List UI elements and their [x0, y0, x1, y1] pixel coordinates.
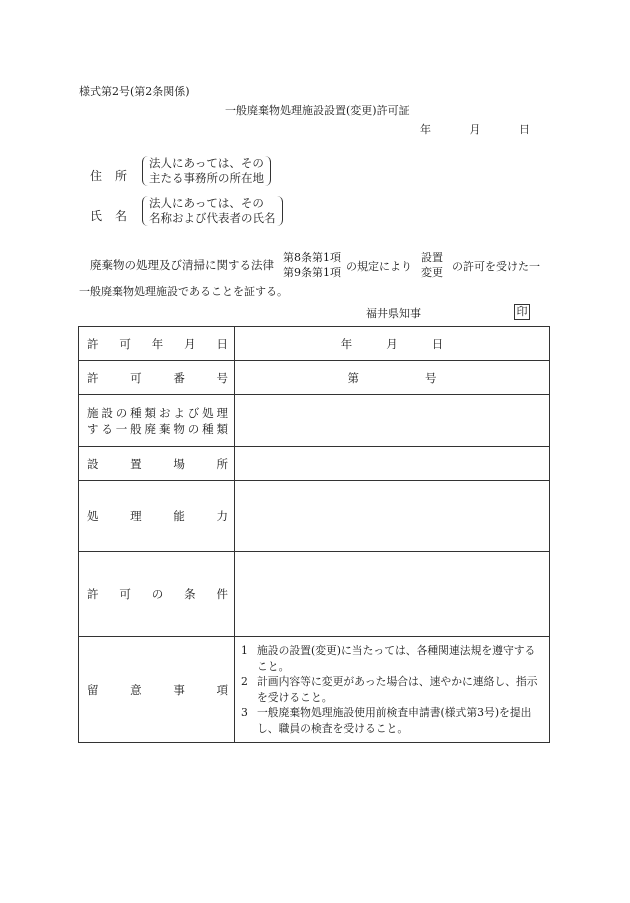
- label-char: 許: [87, 587, 99, 601]
- address-note: [142, 156, 271, 186]
- row-label: [79, 637, 235, 743]
- provision-text: の規定により: [346, 260, 412, 273]
- table-row: [79, 481, 550, 552]
- name-label-char: 氏: [90, 209, 103, 223]
- note-item: [241, 674, 543, 705]
- label-char: 意: [130, 682, 142, 697]
- note-text: 計画内容等に変更があった場合は、速やかに連絡し、指示を受けること。: [257, 675, 538, 704]
- row-label: [79, 552, 235, 637]
- notes-cell: [235, 637, 550, 743]
- row-label: [79, 327, 235, 361]
- label-char: 設: [87, 456, 99, 471]
- name-note: [142, 196, 283, 226]
- note-item: [241, 643, 543, 674]
- permit-kind-choices: [421, 250, 443, 280]
- address-label: [90, 167, 127, 184]
- value-char: 号: [425, 370, 437, 385]
- note-number: 2: [241, 675, 248, 688]
- seal-mark: 印: [514, 304, 530, 320]
- table-row: [79, 552, 550, 637]
- date-month: 月: [469, 123, 481, 136]
- kind-change: 変更: [421, 266, 443, 279]
- table-row: [79, 447, 550, 481]
- article-9: 第9条第1項: [283, 266, 341, 279]
- label-char: 事: [173, 682, 185, 697]
- facility-type-value[interactable]: [235, 395, 550, 447]
- label-char: 番: [173, 370, 185, 385]
- name-note-line: 法人にあっては、その: [149, 196, 264, 210]
- label-char: 処: [87, 509, 99, 523]
- label-line: 施設の種類および処理: [87, 405, 228, 420]
- label-char: 月: [184, 336, 196, 351]
- conditions-value[interactable]: [235, 552, 550, 637]
- issuer: 福井県知事: [366, 307, 421, 320]
- date-day: 日: [519, 123, 530, 136]
- note-text: 施設の設置(変更)に当たっては、各種関連法規を遵守すること。: [257, 644, 536, 673]
- permit-text-tail: の許可を受けた一: [452, 260, 540, 273]
- label-char: 能: [173, 509, 185, 523]
- value-char: 日: [431, 336, 444, 351]
- table-row: [79, 395, 550, 447]
- address-note-line: 主たる事務所の所在地: [149, 171, 264, 185]
- name-label: [90, 207, 127, 224]
- table-row: [79, 327, 550, 361]
- article-8: 第8条第1項: [283, 251, 341, 264]
- document-title: 一般廃棄物処理施設設置(変更)許可証: [225, 104, 410, 117]
- note-text: 一般廃棄物処理施設使用前検査申請書(様式第3号)を提出し、職員の検査を受けること。: [257, 706, 532, 735]
- location-value[interactable]: [235, 447, 550, 481]
- label-char: 可: [119, 587, 131, 601]
- kind-setup: 設置: [421, 251, 443, 264]
- law-text: 廃棄物の処理及び清掃に関する法律: [90, 258, 274, 272]
- value-char: 月: [386, 336, 398, 351]
- table-row: [79, 361, 550, 395]
- form-number: 様式第2号(第2条関係): [79, 85, 190, 98]
- note-number: 1: [241, 644, 248, 657]
- label-char: 年: [151, 336, 164, 351]
- certification-text: 一般廃棄物処理施設であることを証する。: [79, 285, 288, 298]
- table-row: [79, 637, 550, 743]
- permit-number-value[interactable]: [235, 361, 550, 395]
- label-char: 件: [216, 587, 228, 601]
- value-char: 第: [347, 370, 359, 385]
- label-char: 理: [130, 509, 142, 523]
- label-char: 留: [87, 682, 99, 697]
- label-char: 日: [216, 336, 228, 351]
- row-label: [79, 447, 235, 481]
- label-char: 許: [87, 336, 99, 351]
- label-char: 項: [216, 682, 228, 697]
- note-item: [241, 705, 543, 736]
- label-char: の: [151, 587, 164, 601]
- permit-table: [78, 326, 550, 743]
- name-label-char: 名: [114, 209, 127, 223]
- note-number: 3: [241, 706, 248, 719]
- label-char: 力: [216, 509, 228, 523]
- row-label: [79, 481, 235, 552]
- label-char: 可: [119, 336, 131, 351]
- value-char: 年: [340, 336, 353, 351]
- issue-date: [420, 121, 530, 137]
- row-label: [79, 395, 235, 447]
- label-char: 許: [87, 370, 99, 385]
- address-label-char: 所: [114, 169, 127, 183]
- permit-date-value[interactable]: [235, 327, 550, 361]
- date-year: 年: [420, 123, 431, 136]
- label-char: 条: [184, 587, 196, 601]
- article-choices: [283, 250, 341, 280]
- address-note-line: 法人にあっては、その: [149, 156, 264, 170]
- label-char: 号: [216, 370, 228, 385]
- capacity-value[interactable]: [235, 481, 550, 552]
- label-char: 所: [216, 456, 228, 471]
- label-char: 置: [130, 456, 142, 471]
- row-label: [79, 361, 235, 395]
- label-line: する一般廃棄物の種類: [87, 421, 228, 436]
- name-note-line: 名称および代表者の氏名: [149, 211, 276, 225]
- label-char: 場: [173, 456, 185, 471]
- address-label-char: 住: [90, 169, 103, 183]
- label-char: 可: [130, 370, 142, 385]
